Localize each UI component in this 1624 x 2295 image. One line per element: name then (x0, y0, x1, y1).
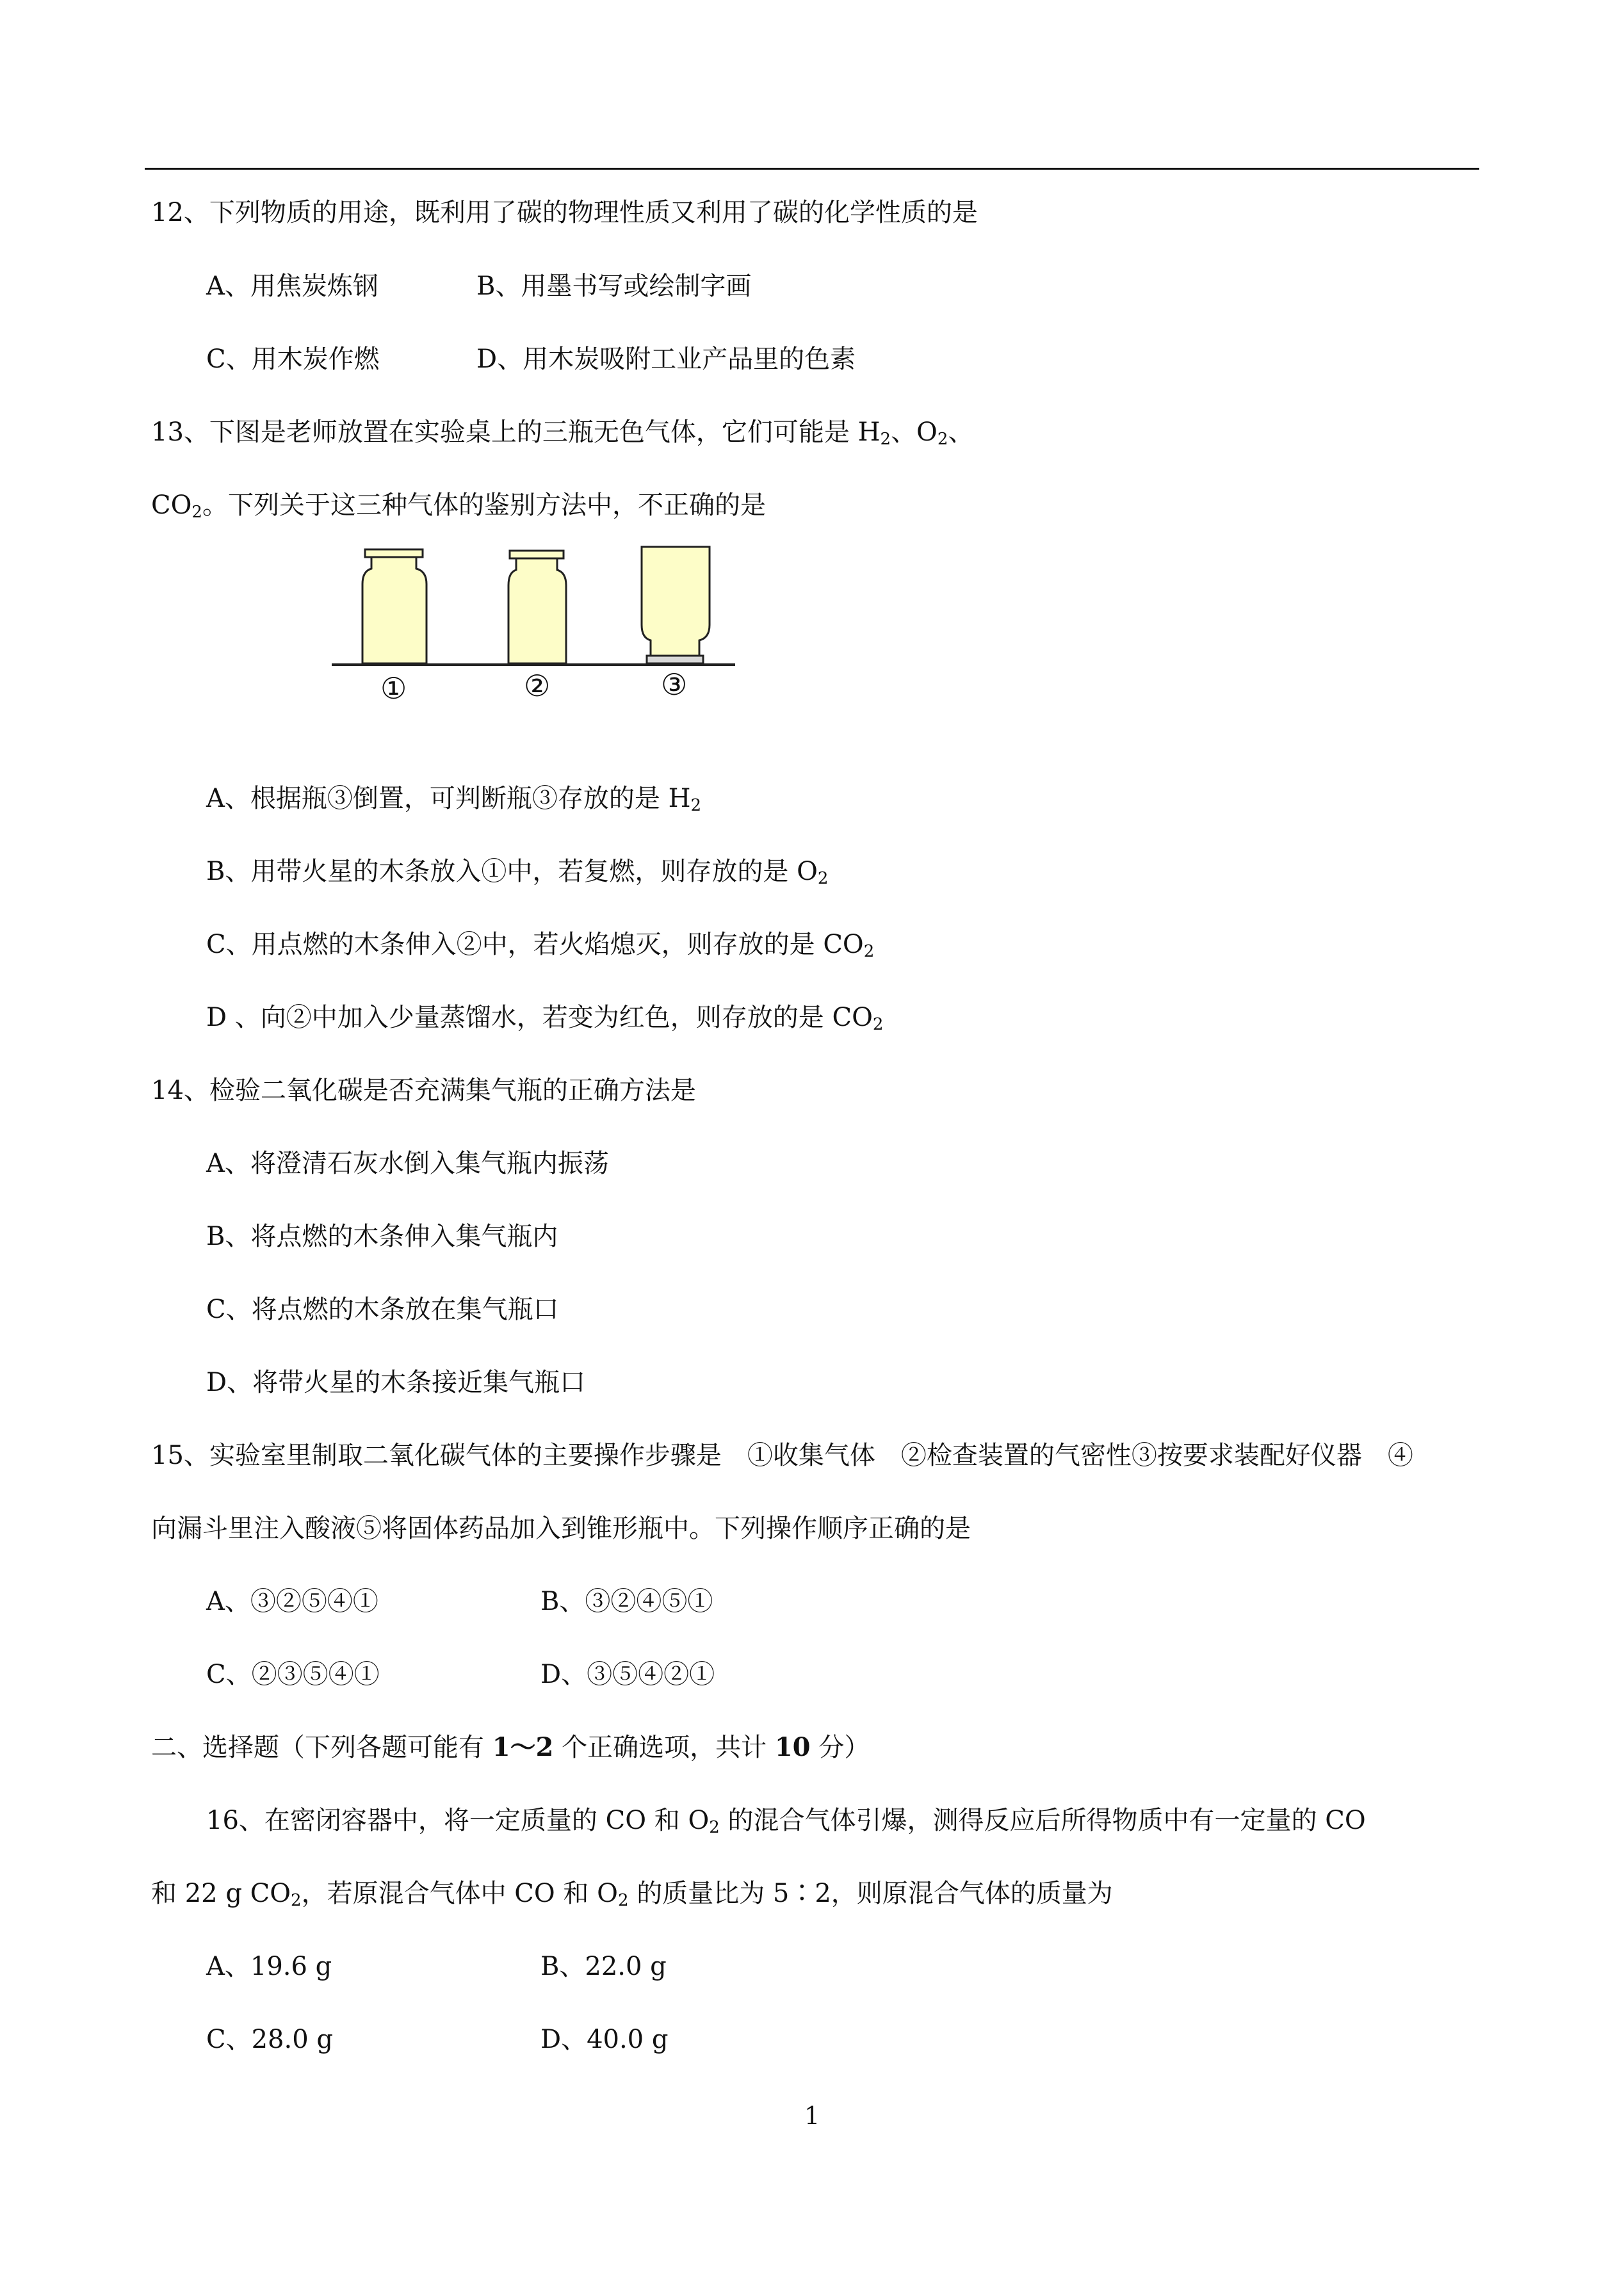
q13-stem-line1: 13、下图是老师放置在实验桌上的三瓶无色气体，它们可能是 $H_2$、$O_2$、 (151, 418, 974, 449)
q16-option-a: A、19.6 g (206, 1952, 332, 1981)
q14-option-c: C、将点燃的木条放在集气瓶口 (206, 1295, 559, 1324)
q16-stem-line2: 和 22 g $CO_2$，若原混合气体中 CO 和 $O_2$ 的质量比为 5∶2，则原混合气体的质量为 (151, 1879, 1113, 1910)
q14-option-d: D、将带火星的木条接近集气瓶口 (206, 1368, 586, 1397)
bottle-3-label: ③ (661, 667, 688, 702)
q15-option-d: D、③⑤④②① (540, 1660, 715, 1689)
q12-option-d: D、用木炭吸附工业产品里的色素 (476, 345, 856, 374)
q13-stem-line2: $CO_2$。下列关于这三种气体的鉴别方法中，不正确的是 (151, 491, 766, 522)
q15-stem-line1: 15、实验室里制取二氧化碳气体的主要操作步骤是 ①收集气体 ②检查装置的气密性③按要求装配好仪器 ④ (151, 1441, 1413, 1470)
header-rule (145, 168, 1479, 170)
q13-option-a: A、根据瓶③倒置，可判断瓶③存放的是 $H_2$ (206, 784, 702, 815)
q12-option-c: C、用木炭作燃 (206, 345, 380, 374)
q15-option-c: C、②③⑤④① (206, 1660, 380, 1689)
bottle-2 (508, 551, 566, 663)
q14-option-b: B、将点燃的木条伸入集气瓶内 (206, 1222, 558, 1251)
q16-option-c: C、28.0 g (206, 2025, 333, 2054)
gas-bottles-figure (330, 543, 740, 729)
page-number: 1 (804, 2102, 820, 2130)
q16-option-b: B、22.0 g (540, 1952, 667, 1981)
q16-stem-line1: 16、在密闭容器中，将一定质量的 CO 和 $O_2$ 的混合气体引爆，测得反应后所得物质中有一定量的 CO (206, 1806, 1366, 1837)
q13-option-c: C、用点燃的木条伸入②中，若火焰熄灭，则存放的是 $CO_2$ (206, 930, 875, 961)
q15-option-b: B、③②④⑤① (540, 1587, 713, 1616)
section-2-heading: 二、选择题（下列各题可能有 1～2 个正确选项，共计 10 分） (151, 1732, 870, 1762)
bottle-1-label: ① (380, 671, 407, 706)
q14-option-a: A、将澄清石灰水倒入集气瓶内振荡 (206, 1149, 609, 1178)
q12-option-b: B、用墨书写或绘制字画 (476, 272, 752, 301)
bottle-1 (362, 549, 426, 663)
q15-option-a: A、③②⑤④① (206, 1587, 378, 1616)
q13-option-b: B、用带火星的木条放入①中，若复燃，则存放的是 $O_2$ (206, 857, 829, 888)
q12-option-a: A、用焦炭炼钢 (206, 272, 378, 301)
q14-stem: 14、检验二氧化碳是否充满集气瓶的正确方法是 (151, 1076, 696, 1105)
q13-option-d: D 、向②中加入少量蒸馏水，若变为红色，则存放的是 $CO_2$ (206, 1003, 884, 1034)
q16-option-d: D、40.0 g (540, 2025, 669, 2054)
bottle-2-label: ② (524, 669, 551, 703)
q12-stem: 12、下列物质的用途，既利用了碳的物理性质又利用了碳的化学性质的是 (151, 198, 978, 227)
q15-stem-line2: 向漏斗里注入酸液⑤将固体药品加入到锥形瓶中。下列操作顺序正确的是 (151, 1514, 971, 1543)
bottle-3-inverted (642, 547, 710, 663)
